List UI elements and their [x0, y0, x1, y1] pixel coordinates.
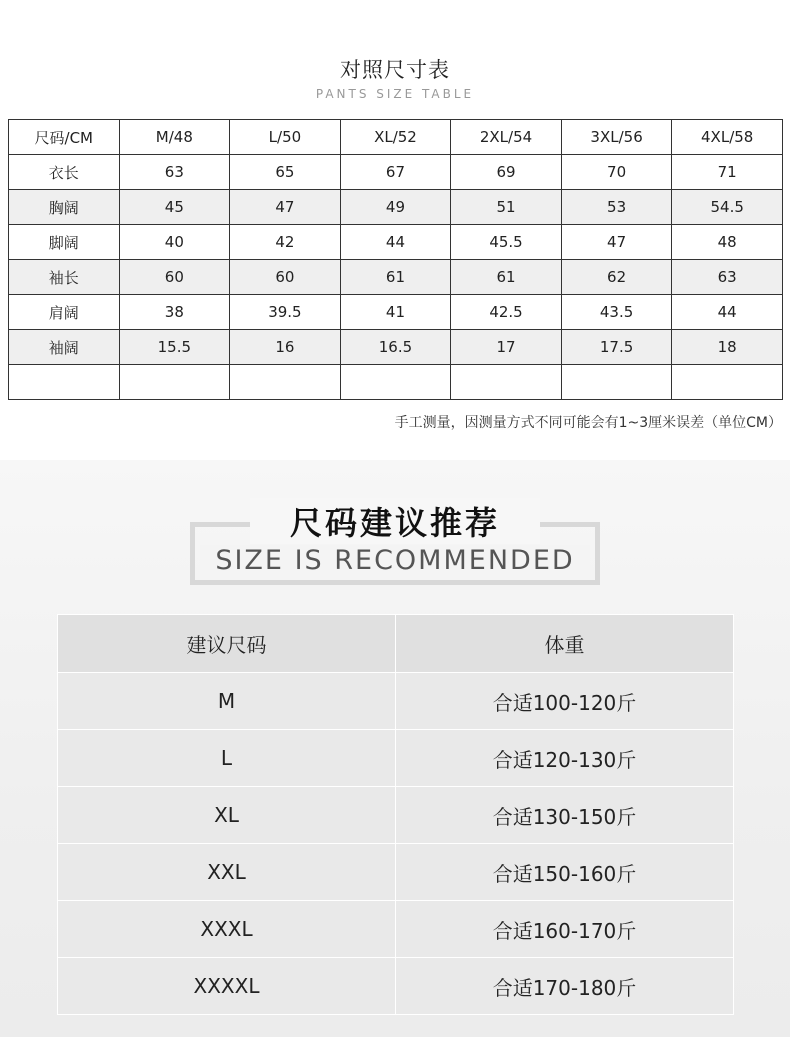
table-cell: 65 — [230, 155, 341, 190]
header-cell: 3XL/56 — [561, 120, 672, 155]
table-cell: 70 — [561, 155, 672, 190]
table-cell: 合适170-180斤 — [396, 958, 734, 1015]
header-cell: 4XL/58 — [672, 120, 783, 155]
table-cell: 脚阔 — [9, 225, 120, 260]
table-cell: 71 — [672, 155, 783, 190]
header-cell: 建议尺码 — [58, 615, 396, 673]
table-row — [9, 190, 783, 225]
table-cell: 47 — [230, 190, 341, 225]
table-cell: 合适120-130斤 — [396, 730, 734, 787]
table-cell: 合适160-170斤 — [396, 901, 734, 958]
table-cell: 40 — [119, 225, 230, 260]
table-cell: 63 — [119, 155, 230, 190]
table-cell: XXL — [58, 844, 396, 901]
table-cell: XXXL — [58, 901, 396, 958]
table-cell: 17.5 — [561, 330, 672, 365]
table-row — [9, 330, 783, 365]
table-cell: 60 — [119, 260, 230, 295]
table-row — [58, 730, 734, 787]
table-cell: 48 — [672, 225, 783, 260]
table-cell: 45.5 — [451, 225, 562, 260]
table-row — [9, 365, 783, 400]
table-cell: 69 — [451, 155, 562, 190]
table-cell: 38 — [119, 295, 230, 330]
table-cell: 15.5 — [119, 330, 230, 365]
header-cell: 体重 — [396, 615, 734, 673]
table-cell: 衣长 — [9, 155, 120, 190]
table-cell: L — [58, 730, 396, 787]
table-cell: 42 — [230, 225, 341, 260]
table-cell — [230, 365, 341, 400]
table-cell: 17 — [451, 330, 562, 365]
table-cell: 合适100-120斤 — [396, 673, 734, 730]
table-cell: 16.5 — [340, 330, 451, 365]
table-row — [58, 901, 734, 958]
table-cell: 16 — [230, 330, 341, 365]
table-cell — [9, 365, 120, 400]
table-cell: 胸阔 — [9, 190, 120, 225]
table-cell: 61 — [451, 260, 562, 295]
table-cell: 合适130-150斤 — [396, 787, 734, 844]
table-cell: 袖阔 — [9, 330, 120, 365]
table-row — [9, 155, 783, 190]
header-cell: XL/52 — [340, 120, 451, 155]
table-row — [58, 673, 734, 730]
table-cell: 51 — [451, 190, 562, 225]
measurement-note: 手工测量，因测量方式不同可能会有1~3厘米误差（单位CM） — [394, 415, 782, 431]
recommend-header-row — [58, 615, 734, 673]
size-table — [8, 119, 783, 400]
table-row — [9, 225, 783, 260]
table-cell — [119, 365, 230, 400]
table-cell: 39.5 — [230, 295, 341, 330]
recommend-table — [57, 614, 734, 1015]
table-cell: 44 — [672, 295, 783, 330]
table-cell: 肩阔 — [9, 295, 120, 330]
table-cell — [340, 365, 451, 400]
recommend-subtitle: SIZE IS RECOMMENDED — [200, 545, 590, 576]
table-cell: 61 — [340, 260, 451, 295]
size-table-header-row — [9, 120, 783, 155]
table-cell: M — [58, 673, 396, 730]
table-cell — [451, 365, 562, 400]
table-cell: 54.5 — [672, 190, 783, 225]
table-row — [58, 787, 734, 844]
table-cell: 42.5 — [451, 295, 562, 330]
table-cell: 45 — [119, 190, 230, 225]
size-chart-title: 对照尺寸表 — [340, 58, 450, 82]
table-row — [9, 260, 783, 295]
table-cell: 63 — [672, 260, 783, 295]
header-cell: 尺码/CM — [9, 120, 120, 155]
table-cell — [672, 365, 783, 400]
table-cell: XL — [58, 787, 396, 844]
table-row — [9, 295, 783, 330]
table-cell: 62 — [561, 260, 672, 295]
header-cell: L/50 — [230, 120, 341, 155]
header-cell: M/48 — [119, 120, 230, 155]
table-cell: 49 — [340, 190, 451, 225]
table-cell: 43.5 — [561, 295, 672, 330]
table-row — [58, 958, 734, 1015]
table-cell: 18 — [672, 330, 783, 365]
size-chart-subtitle: PANTS SIZE TABLE — [315, 87, 475, 101]
table-cell: 67 — [340, 155, 451, 190]
table-cell: 47 — [561, 225, 672, 260]
table-cell: 44 — [340, 225, 451, 260]
table-cell: 合适150-160斤 — [396, 844, 734, 901]
table-cell: 41 — [340, 295, 451, 330]
table-cell: 60 — [230, 260, 341, 295]
table-cell — [561, 365, 672, 400]
table-cell: 袖长 — [9, 260, 120, 295]
recommend-title: 尺码建议推荐 — [250, 498, 540, 544]
table-row — [58, 844, 734, 901]
header-cell: 2XL/54 — [451, 120, 562, 155]
table-cell: 53 — [561, 190, 672, 225]
table-cell: XXXXL — [58, 958, 396, 1015]
